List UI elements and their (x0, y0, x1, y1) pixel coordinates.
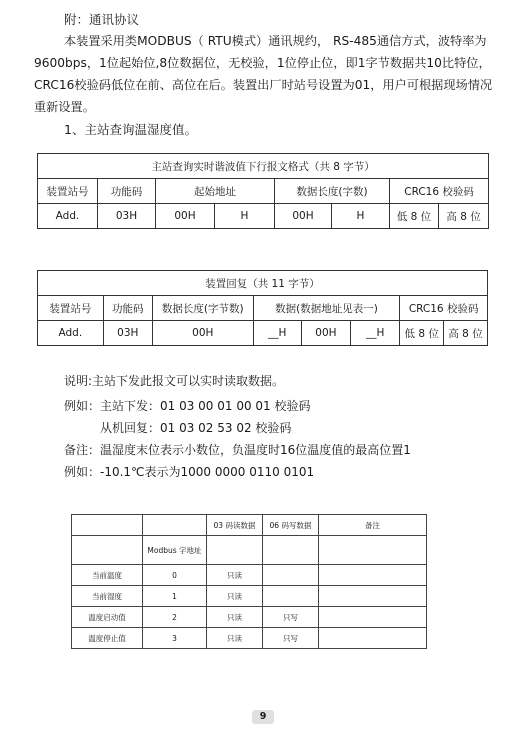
table-cell: 温度启动值 (72, 607, 143, 628)
table-cell (263, 565, 319, 586)
table-cell (263, 536, 319, 565)
header-cell: 功能码 (103, 296, 152, 321)
table-cell (319, 565, 427, 586)
header-cell: 装置站号 (38, 296, 104, 321)
reply-frame-table (37, 270, 488, 346)
header-cell: 数据长度(字节数) (152, 296, 253, 321)
header-cell: 03 码读数据 (207, 515, 263, 536)
table-title: 装置回复（共 11 字节） (38, 271, 488, 296)
header-cell: 06 码写数据 (263, 515, 319, 536)
table-row (72, 628, 427, 649)
table-row (72, 565, 427, 586)
table-row (72, 586, 427, 607)
header-cell (72, 515, 143, 536)
table-cell (319, 536, 427, 565)
table-cell (207, 536, 263, 565)
table-cell: 00H (275, 204, 332, 229)
table-cell: 低 8 位 (390, 204, 439, 229)
header-cell: 数据长度(字数) (275, 179, 390, 204)
table-title: 主站查询实时谐波值下行报文格式（共 8 字节） (38, 154, 489, 179)
header-cell: 起始地址 (156, 179, 275, 204)
remark-note: 备注：温湿度末位表示小数位，负温度时16位温度值的最高位置1 (64, 443, 411, 457)
table-row (72, 607, 427, 628)
table-cell: 高 8 位 (439, 204, 489, 229)
table-cell: Add. (38, 204, 98, 229)
table-cell: Add. (38, 321, 104, 346)
table-cell: 当前湿度 (72, 586, 143, 607)
example-master-send: 主站下发：01 03 00 01 00 01 校验码 (100, 399, 311, 413)
example-label: 例如： (64, 399, 101, 413)
intro-paragraph: 本装置采用类MODBUS（ RTU模式）通讯规约， RS-485通信方式，波特率为9600bps，1位起始位,8位数据位，无校验，1位停止位，即1字节数据共10比特位，CRC16校验码低位在前、高位在后。装置出厂时站号设置为01，用户可根据现场情况重新设置。 (34, 34, 493, 114)
table-cell (319, 607, 427, 628)
table-cell: __H (351, 321, 400, 346)
table-cell: 只读 (207, 586, 263, 607)
table-cell: 00H (301, 321, 350, 346)
header-cell: 数据(数据地址见表一) (253, 296, 400, 321)
query-frame-table (37, 153, 489, 229)
table-cell: 只读 (207, 628, 263, 649)
modbus-address-header: Modbus 字地址 (143, 536, 207, 565)
table-cell (72, 536, 143, 565)
table-cell: 只写 (263, 628, 319, 649)
table-cell: 2 (143, 607, 207, 628)
table-cell: 高 8 位 (444, 321, 488, 346)
table-cell: 当前温度 (72, 565, 143, 586)
table-cell (319, 586, 427, 607)
table-cell: H (332, 204, 390, 229)
header-cell: 功能码 (98, 179, 156, 204)
table-cell: 3 (143, 628, 207, 649)
table-cell: 1 (143, 586, 207, 607)
table-cell: 只读 (207, 565, 263, 586)
table-cell: 00H (152, 321, 253, 346)
table-cell (319, 628, 427, 649)
table-cell: 0 (143, 565, 207, 586)
table-cell: 只读 (207, 607, 263, 628)
table-cell: 低 8 位 (400, 321, 444, 346)
page-number: 9 (252, 710, 274, 724)
header-cell: CRC16 校验码 (390, 179, 489, 204)
example-temperature: -10.1℃表示为1000 0000 0110 0101 (100, 465, 315, 479)
example-slave-reply: 从机回复：01 03 02 53 02 校验码 (100, 421, 292, 435)
table-cell: H (215, 204, 275, 229)
header-cell: 装置站号 (38, 179, 98, 204)
table-cell (263, 586, 319, 607)
description-note: 说明:主站下发此报文可以实时读取数据。 (64, 374, 285, 388)
table-cell: __H (253, 321, 301, 346)
table-cell: 只写 (263, 607, 319, 628)
header-cell (143, 515, 207, 536)
header-cell: 备注 (319, 515, 427, 536)
table-cell: 温度停止值 (72, 628, 143, 649)
header-cell: CRC16 校验码 (400, 296, 488, 321)
register-map-table (71, 514, 427, 649)
section-title: 1、主站查询温湿度值。 (64, 122, 197, 137)
table-cell: 00H (156, 204, 215, 229)
appendix-heading: 附：通讯协议 (64, 12, 140, 27)
table-cell: 03H (103, 321, 152, 346)
table-cell: 03H (98, 204, 156, 229)
example-label: 例如： (64, 465, 101, 479)
